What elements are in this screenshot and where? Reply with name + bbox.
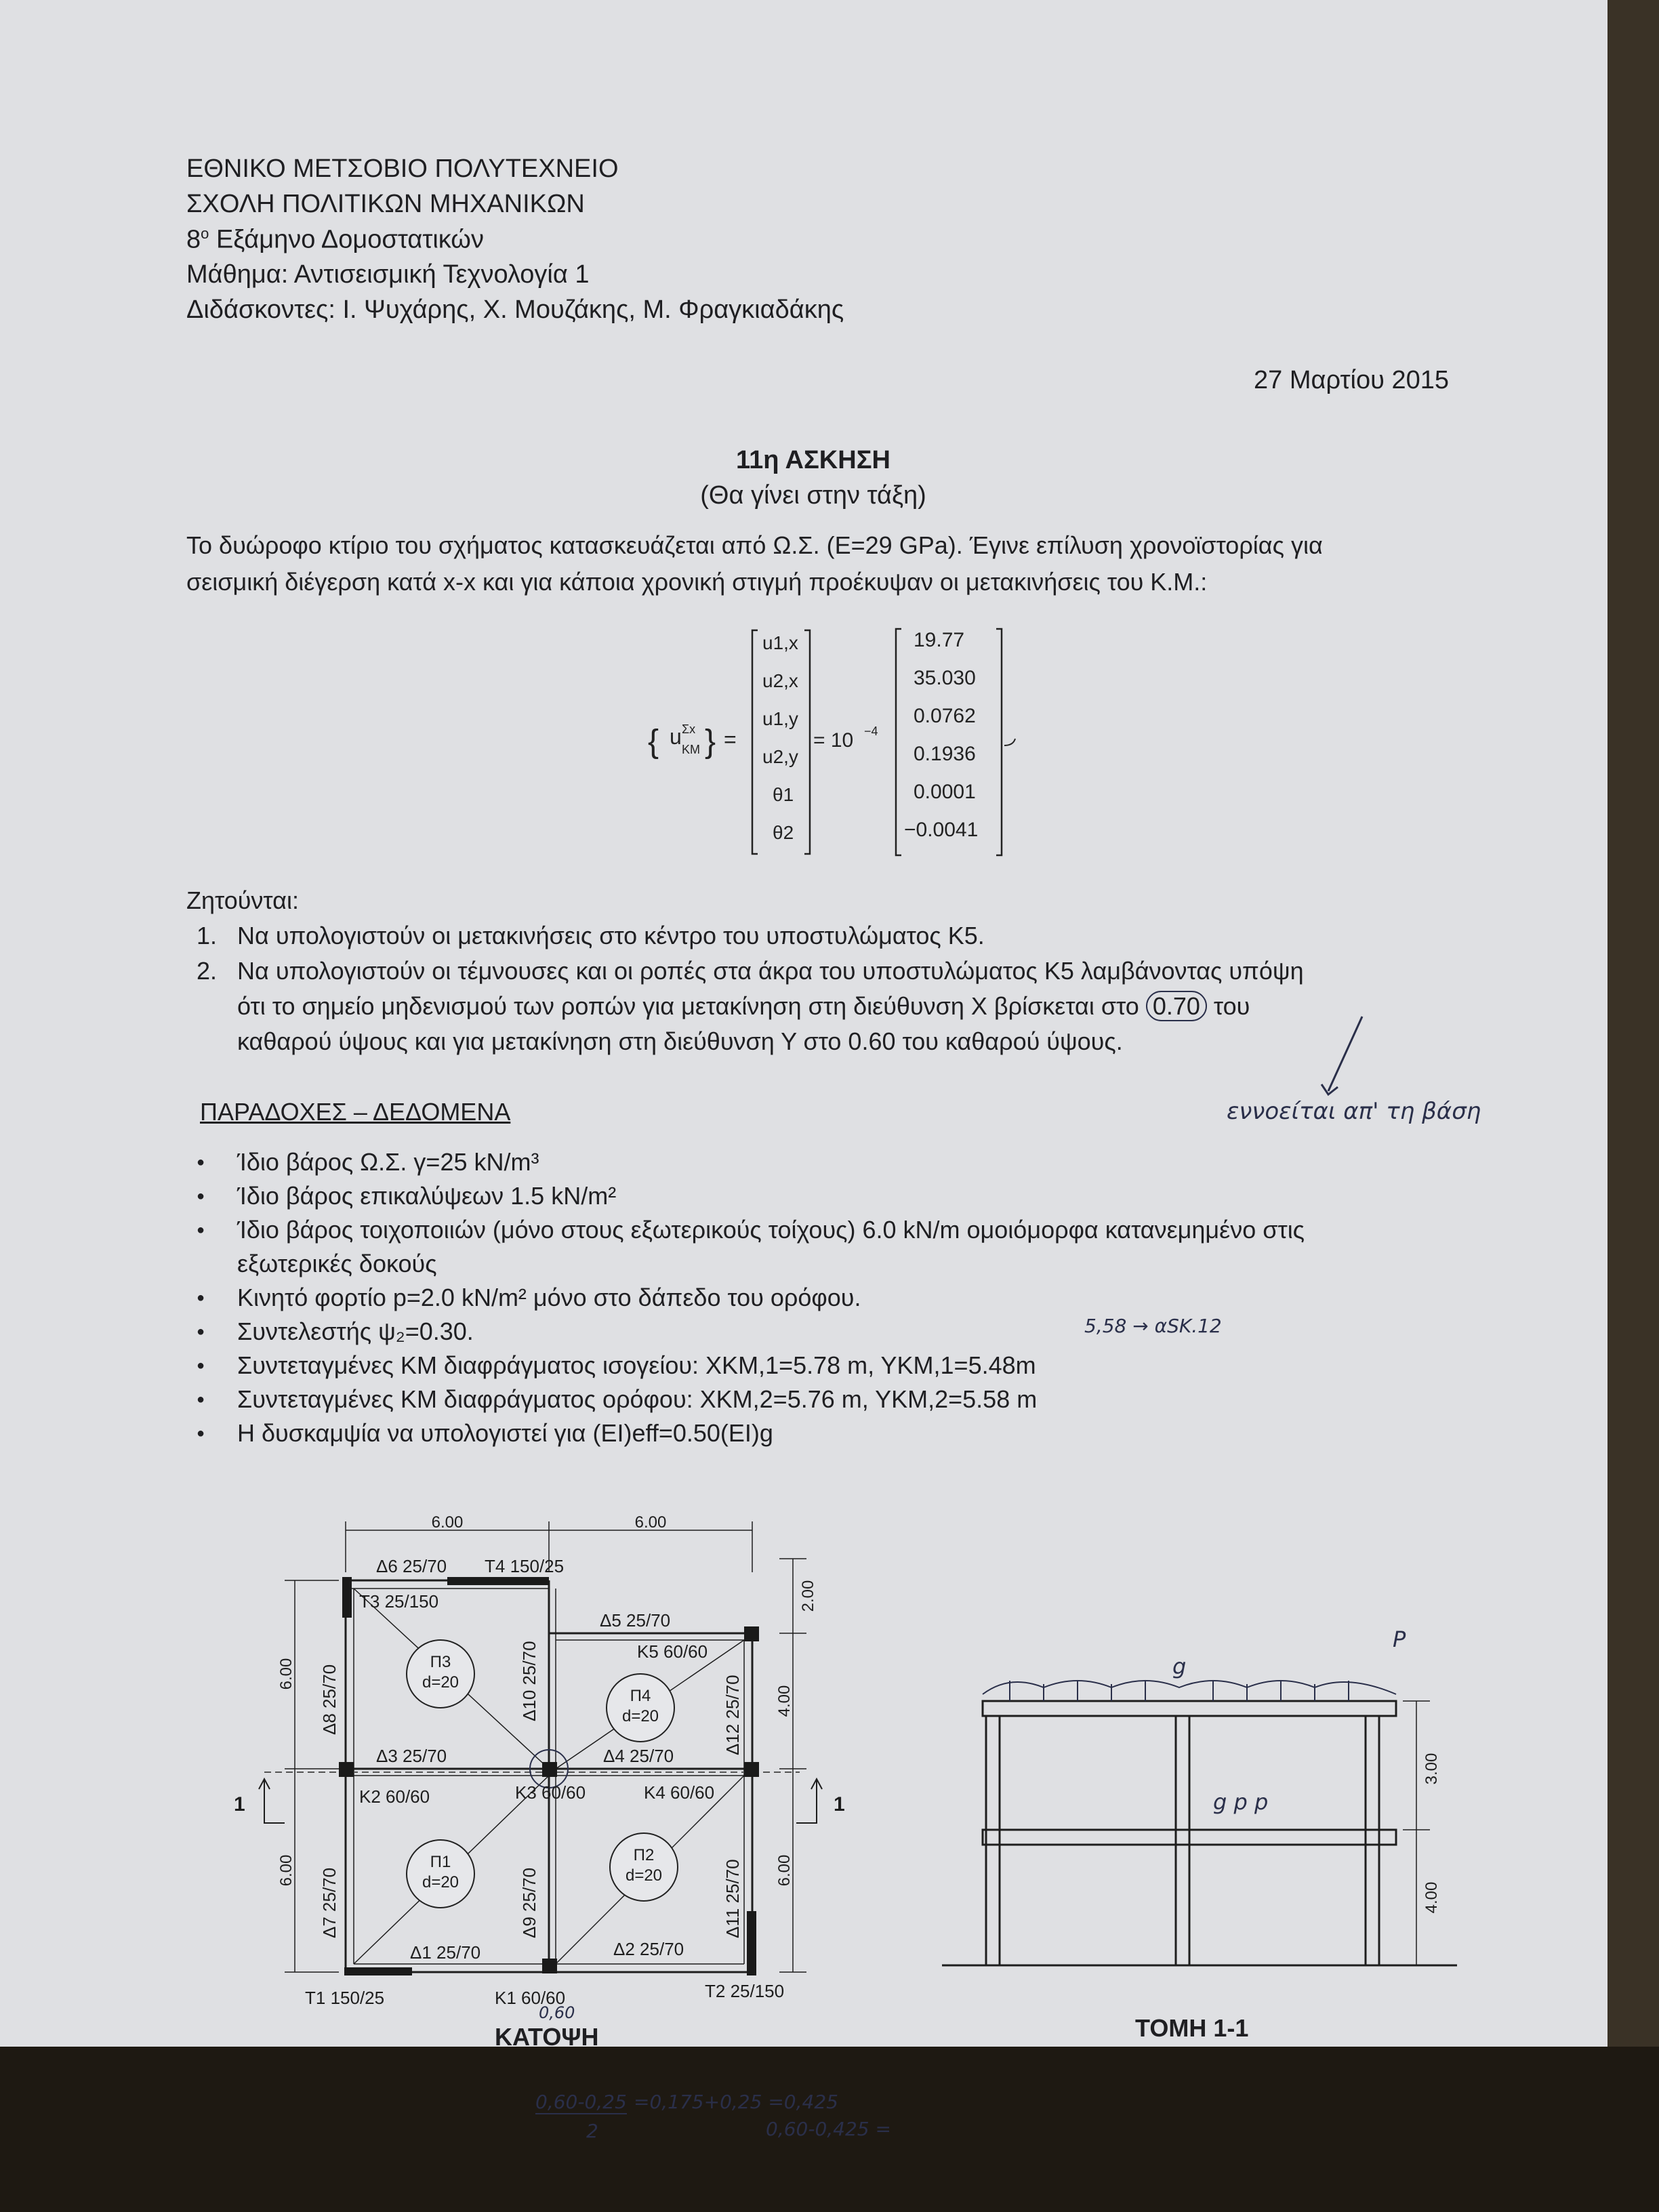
wall-label: T2 25/150 — [705, 1981, 785, 2001]
svg-text:{: { — [648, 724, 659, 760]
assumption-item-continued: εξωτερικές δοκούς — [237, 1250, 437, 1277]
circled-value: 0.70 — [1146, 991, 1207, 1021]
beam-label: Δ12 25/70 — [722, 1675, 743, 1755]
column-label: K2 60/60 — [359, 1786, 430, 1807]
column-label: K5 60/60 — [637, 1641, 708, 1662]
value-3: 0.1936 — [914, 743, 976, 765]
beam-label: Δ7 25/70 — [319, 1867, 340, 1938]
slab-thickness: d=20 — [422, 1673, 459, 1692]
dimension-label: 6.00 — [277, 1658, 295, 1690]
value-1: 35.030 — [914, 667, 976, 689]
dimension-label: 4.00 — [1422, 1881, 1441, 1914]
beam-label: Δ9 25/70 — [519, 1867, 539, 1938]
svg-text:}: } — [705, 724, 716, 760]
handwritten-calc-denominator: 2 — [586, 2120, 598, 2142]
dimension-label: 6.00 — [775, 1854, 794, 1887]
assumptions-list — [197, 1145, 1484, 1450]
beam-label: Δ8 25/70 — [319, 1664, 340, 1735]
slab-thickness: d=20 — [422, 1873, 459, 1891]
column-k3 — [542, 1762, 557, 1777]
handwritten-note-base: εννοείται απ' τη βάση — [1227, 1098, 1481, 1125]
var-vector — [752, 630, 810, 854]
slab-label: Π4 — [630, 1687, 651, 1705]
value-2: 0.0762 — [914, 705, 976, 727]
column-label: K3 60/60 — [515, 1782, 586, 1803]
assumptions-heading: ΠΑΡΑΔΟΧΕΣ – ΔΕΔΟΜΕΝΑ — [200, 1098, 511, 1126]
beam-label: Δ3 25/70 — [376, 1746, 447, 1766]
exercise-title: 11η ΑΣΚΗΣΗ — [736, 446, 890, 474]
slab-label: Π1 — [430, 1853, 451, 1871]
school-name: ΣΧΟΛΗ ΠΟΛΙΤΙΚΩΝ ΜΗΧΑΝΙΚΩΝ — [186, 190, 585, 218]
value-4: 0.0001 — [914, 781, 976, 803]
plan-caption: ΚΑΤΟΨΗ — [495, 2023, 599, 2051]
handwritten-calc-2: 0,60-0,425 = — [766, 2118, 891, 2140]
beam-label: Δ1 25/70 — [410, 1942, 481, 1963]
background-edge — [1607, 0, 1659, 2212]
requirements-list — [197, 918, 1484, 1059]
wall-t1 — [344, 1967, 412, 1975]
displacement-matrix — [644, 610, 1023, 867]
handwritten-g: g — [1172, 1654, 1187, 1679]
intro-line-2: σεισμική διέγερση κατά x-x και για κάποια χρονική στιγμή προέκυψαν οι μετακινήσεις του Κ.Μ.: — [186, 568, 1208, 596]
section-drawing — [942, 1626, 1457, 1979]
var-4: θ1 — [773, 784, 794, 805]
document-date: 27 Μαρτίου 2015 — [1254, 366, 1449, 394]
beam-label: Δ4 25/70 — [603, 1746, 674, 1766]
slab-thickness: d=20 — [621, 1707, 659, 1725]
beam-label: Δ10 25/70 — [519, 1641, 539, 1721]
column-k5 — [744, 1626, 759, 1641]
wall-label: T4 150/25 — [485, 1556, 565, 1576]
university-name: ΕΘΝΙΚΟ ΜΕΤΣΟΒΙΟ ΠΟΛΥΤΕΧΝΕΙΟ — [186, 155, 619, 183]
lhs-sup: Σx — [682, 722, 696, 736]
requirements-heading: Ζητούνται: — [186, 886, 299, 914]
handwritten-note-558: 5,58 → αSK.12 — [1084, 1315, 1222, 1337]
dimension-label: 6.00 — [277, 1854, 295, 1887]
handwritten-p: P — [1393, 1626, 1406, 1652]
column-k4 — [744, 1762, 759, 1777]
handwritten-calc-numerator: 0,60-0,25 — [535, 2091, 627, 2113]
intro-line-1: Το δυώροφο κτίριο του σχήματος κατασκευάζεται από Ω.Σ. (Ε=29 GPa). Έγινε επίλυση χρονοϊστορίας για — [186, 531, 1323, 559]
lhs-sub: ΚΜ — [682, 743, 700, 756]
lhs-var: u — [670, 724, 682, 749]
beam-label: Δ11 25/70 — [722, 1859, 743, 1938]
handwritten-load-arcs — [983, 1681, 1396, 1701]
value-vector — [896, 629, 1002, 855]
dimension-label: 3.00 — [1422, 1753, 1441, 1785]
assumption-item: ● Ίδιο βάρος τοιχοποιιών (μόνο στους εξωτερικούς τοίχους) 6.0 kN/m ομοιόμορφα κατανεμημένο στις — [197, 1213, 1484, 1247]
requirement-item: 2. Να υπολογιστούν οι τέμνουσες και οι ροπές στα άκρα του υποστυλώματος Κ5 λαμβάνοντας υπόψη — [197, 957, 1304, 985]
dimension-label: 6.00 — [431, 1513, 464, 1532]
wall-t2 — [747, 1911, 756, 1975]
wall-t3 — [342, 1577, 352, 1618]
dimension-label: 2.00 — [799, 1580, 817, 1612]
assumption-item: ● Συντεταγμένες ΚΜ διαφράγματος ορόφου: XKM,2=5.76 m, YKM,2=5.58 m — [197, 1382, 1484, 1416]
assumption-item: ● Συντεταγμένες ΚΜ διαφράγματος ισογείου: XKM,1=5.78 m, YKM,1=5.48m — [197, 1349, 1484, 1382]
var-2: u1,y — [762, 708, 798, 729]
beam-label: Δ6 25/70 — [376, 1556, 447, 1576]
cut-marker-left: 1 — [234, 1793, 245, 1816]
column-k1 — [542, 1959, 557, 1973]
semester-line: $8^o$ Εξάμηνο Δομοστατικών — [186, 225, 484, 254]
column-label: K1 60/60 — [495, 1988, 566, 2008]
factor: = 10 — [813, 729, 854, 752]
assumption-item: ● Η δυσκαμψία να υπολογιστεί για (EI)eff=0.50(EI)g — [197, 1416, 1484, 1450]
requirement-item-continued: καθαρού ύψους και για μετακίνηση στη διεύθυνση Υ στο 0.60 του καθαρού ύψους. — [237, 1027, 1123, 1055]
section-caption: ΤΟΜΗ 1-1 — [1135, 2014, 1249, 2042]
beam-label: Δ5 25/70 — [600, 1610, 671, 1631]
slab-label: Π3 — [430, 1653, 451, 1671]
exercise-subtitle: (Θα γίνει στην τάξη) — [700, 481, 926, 510]
instructors: Διδάσκοντες: Ι. Ψυχάρης, Χ. Μουζάκης, Μ. Φραγκιαδάκης — [186, 295, 844, 324]
var-3: u2,y — [762, 746, 798, 767]
assumption-item: ● Ίδιο βάρος Ω.Σ. γ=25 kN/m³ — [197, 1145, 1484, 1179]
column-k2 — [339, 1762, 354, 1777]
factor-exp: −4 — [864, 724, 878, 738]
column-label: K4 60/60 — [644, 1782, 715, 1803]
beam-label: Δ2 25/70 — [613, 1939, 684, 1959]
slab-thickness: d=20 — [625, 1866, 663, 1885]
lhs — [648, 722, 737, 760]
cut-marker-right: 1 — [834, 1793, 845, 1816]
var-1: u2,x — [762, 670, 798, 691]
wall-t4 — [447, 1577, 549, 1585]
course-name: Μάθημα: Αντισεισμική Τεχνολογία 1 — [186, 260, 590, 289]
wall-label: T3 25/150 — [359, 1591, 439, 1612]
handwritten-loads: g p p — [1213, 1789, 1269, 1815]
floor-plan — [224, 1504, 845, 2033]
assumption-item: ● Κινητό φορτίο p=2.0 kN/m² μόνο στο δάπεδο του ορόφου. — [197, 1281, 1484, 1315]
slab-label: Π2 — [633, 1846, 655, 1864]
dimension-label: 6.00 — [634, 1513, 667, 1532]
var-5: θ2 — [773, 822, 794, 843]
var-0: u1,x — [762, 632, 798, 653]
value-5: −0.0041 — [904, 819, 979, 841]
assumption-item: ● Ίδιο βάρος επικαλύψεων 1.5 kN/m² — [197, 1179, 1484, 1213]
handwritten-calc-result: =0,175+0,25 =0,425 — [634, 2091, 838, 2113]
assumption-item: ● Συντελεστής ψ₂=0.30. — [197, 1315, 1484, 1349]
lhs-eq: = — [724, 727, 737, 752]
requirement-item-continued: ότι το σημείο μηδενισμού των ροπών για μετακίνηση στη διεύθυνση Χ βρίσκεται στο 0.70 του — [237, 992, 1250, 1020]
handwritten-k1-dim: 0,60 — [539, 2003, 575, 2022]
value-0: 19.77 — [914, 629, 965, 651]
dimension-label: 4.00 — [775, 1685, 794, 1717]
wall-label: T1 150/25 — [305, 1988, 385, 2008]
requirement-item: 1. Να υπολογιστούν οι μετακινήσεις στο κέντρο του υποστυλώματος Κ5. — [197, 922, 985, 949]
